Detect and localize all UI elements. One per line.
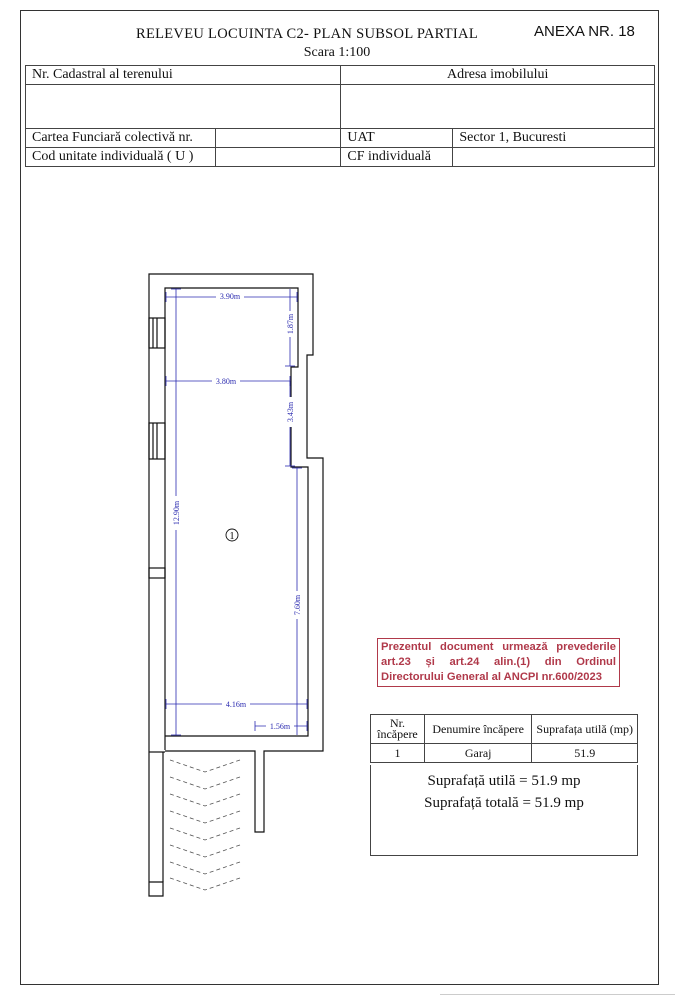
room-name: Garaj (424, 744, 532, 763)
dim-upper-right-height: 1.87m (286, 313, 295, 335)
wall-outline-inner (165, 288, 308, 750)
scale-label: Scara 1:100 (303, 45, 371, 60)
nr-cadastral-label: Nr. Cadastral al terenului (26, 66, 341, 85)
ramp-left-wall (149, 752, 163, 896)
room-area: 51.9 (532, 744, 638, 763)
suprafata-utila: Suprafață utilă = 51.9 mp (427, 773, 581, 789)
suprafata-totala: Suprafață totală = 51.9 mp (424, 795, 584, 811)
cod-unitate-label: Cod unitate individuală ( U ) (26, 148, 216, 167)
dim-upper-width: 3.80m (215, 377, 237, 386)
rooms-table (370, 714, 638, 763)
dim-total-length: 12.90m (172, 500, 181, 526)
annex-label: ANEXA NR. 18 (534, 23, 635, 40)
table-row (371, 744, 638, 763)
dim-step-width: 1.56m (269, 722, 291, 731)
dim-top-width: 3.90m (219, 292, 241, 301)
uat-label: UAT (341, 129, 453, 148)
col-header-nr: Nr. încăpere (371, 715, 425, 744)
cf-individuala-label: CF individuală (341, 148, 453, 167)
carte-funciara-label: Cartea Funciară colectivă nr. (26, 129, 216, 148)
dimension-lines (166, 289, 307, 735)
room-number: 1 (229, 531, 235, 542)
legal-notice: Prezentul document urmează prevederile art.23 și art.24 alin.(1) din Ordinul Directorului General al ANCPI nr.600/2023 (377, 638, 620, 687)
dim-lower-right-height: 7.60m (293, 594, 302, 616)
col-header-suprafata: Suprafața utilă (mp) (532, 715, 638, 744)
adresa-label: Adresa imobilului (341, 66, 655, 85)
ramp-chevrons (170, 760, 240, 890)
window-3 (149, 568, 165, 578)
document-title: RELEVEU LOCUINTA C2- PLAN SUBSOL PARTIAL (135, 26, 478, 42)
dim-lower-width: 4.16m (225, 700, 247, 709)
dim-middle-right-height: 3.43m (286, 401, 295, 423)
uat-value: Sector 1, Bucuresti (453, 129, 655, 148)
col-header-denumire: Denumire încăpere (424, 715, 532, 744)
room-nr: 1 (371, 744, 425, 763)
dimension-labels (171, 291, 302, 731)
